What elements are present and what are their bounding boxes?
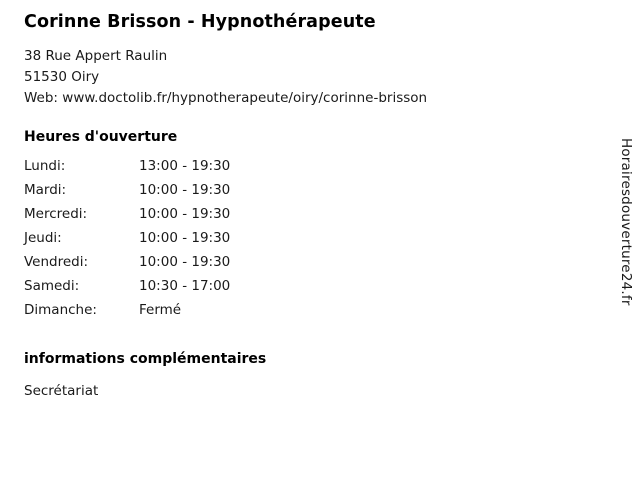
day-hours: 10:00 - 19:30 [139,253,231,270]
day-hours: 10:30 - 17:00 [139,277,231,294]
day-label: Vendredi: [24,253,89,270]
additional-info-heading: informations complémentaires [24,350,267,367]
table-row [24,301,230,325]
day-hours: 10:00 - 19:30 [139,229,231,246]
day-label: Samedi: [24,277,80,294]
table-row [24,157,230,181]
day-label: Lundi: [24,157,66,174]
day-hours: 10:00 - 19:30 [139,205,231,222]
day-hours: 13:00 - 19:30 [139,157,231,174]
day-hours: Fermé [139,301,182,318]
table-row [24,229,230,253]
address-city: 51530 Oiry [24,68,100,85]
day-label: Jeudi: [24,229,62,246]
address-street: 38 Rue Appert Raulin [24,47,168,64]
opening-hours-table [24,157,230,325]
page-title: Corinne Brisson - Hypnothérapeute [24,12,376,32]
day-label: Mercredi: [24,205,88,222]
opening-hours-heading: Heures d'ouverture [24,128,178,145]
day-label: Dimanche: [24,301,97,318]
table-row [24,205,230,229]
business-info-block [24,11,594,401]
website-line: Web: www.doctolib.fr/hypnotherapeute/oiry/corinne-brisson [24,89,428,106]
day-label: Mardi: [24,181,67,198]
vertical-brand-watermark: Horairesdouverture24.fr [618,138,634,306]
table-row [24,181,230,205]
additional-info-text: Secrétariat [24,382,99,399]
table-row [24,253,230,277]
table-row [24,277,230,301]
day-hours: 10:00 - 19:30 [139,181,231,198]
